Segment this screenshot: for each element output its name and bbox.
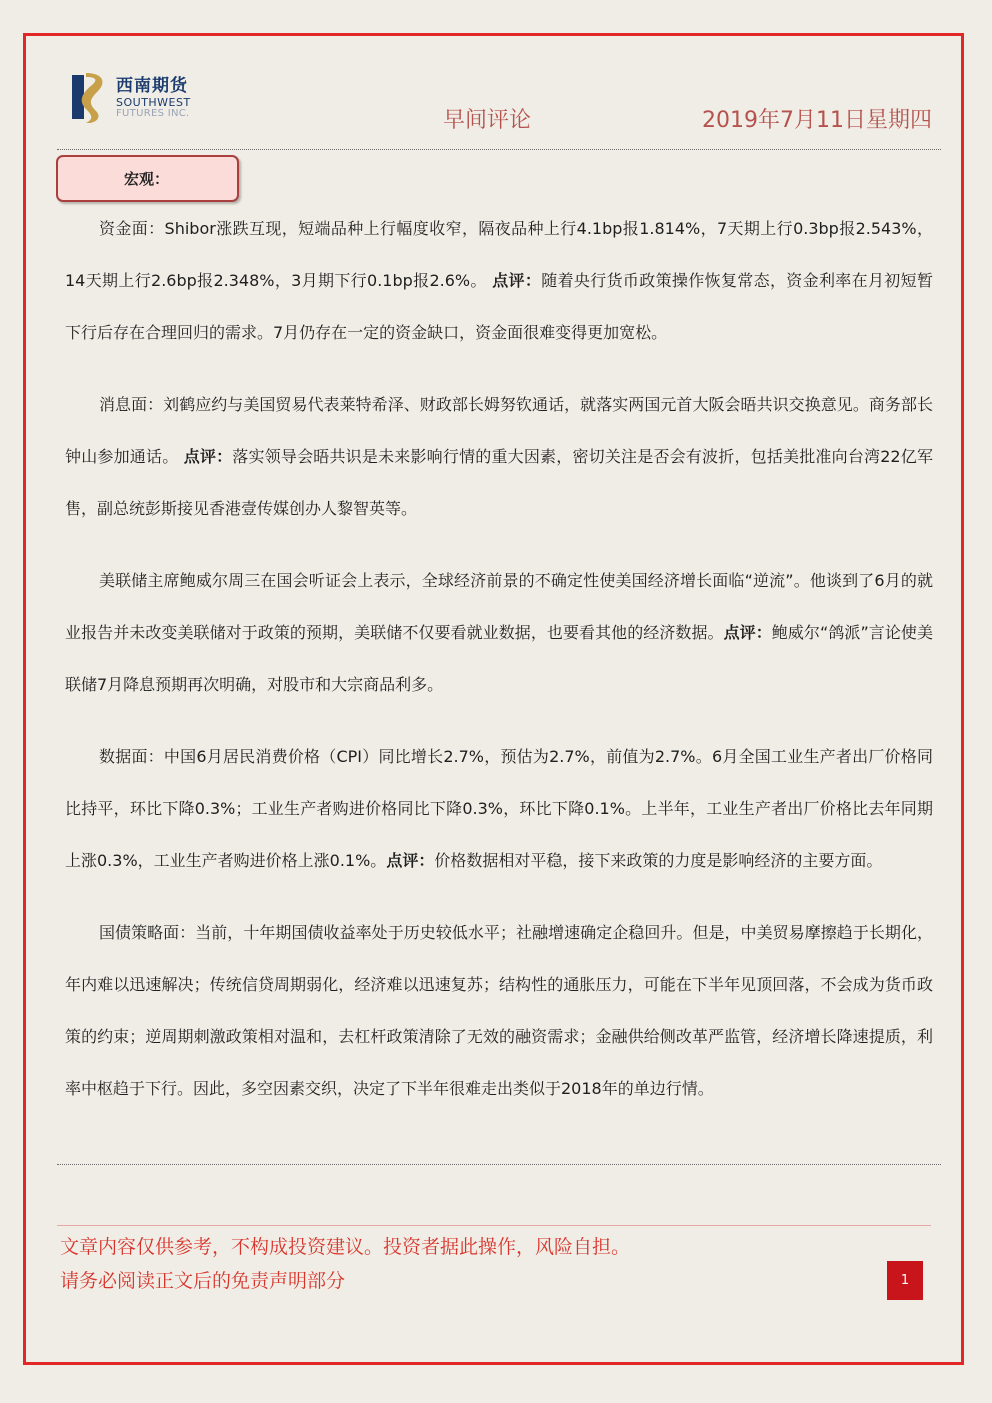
paragraph-text: 美联储主席鲍威尔周三在国会听证会上表示，全球经济前景的不确定性使美国经济增长面临“逆流”。他谈到了6月的就业报告并未改变美联储对于政策的预期，美联储不仅要看就业数据，也要看其他的经济数据。 [65,571,933,642]
logo-name-en: SOUTHWEST [116,95,191,109]
body-divider [57,1164,941,1165]
paragraph-funding [65,203,933,359]
disclaimer-line-1: 文章内容仅供参考，不构成投资建议。投资者据此操作，风险自担。 [60,1236,631,1258]
logo-name-en-sub: FUTURES INC. [116,107,190,119]
paragraph-text: 国债策略面：当前，十年期国债收益率处于历史较低水平；社融增速确定企稳回升。但是，中美贸易摩擦趋于长期化，年内难以迅速解决；传统信贷周期弱化，经济难以迅速复苏；结构性的通胀压力，可能在下半年见顶回落，不会成为货币政策的约束；逆周期刺激政策相对温和，去杠杆政策清除了无效的融资需求；金融供给侧改革严监管，经济增长降速提质，利率中枢趋于下行。因此，多空因素交织，决定了下半年很难走出类似于2018年的单边行情。 [65,923,933,1098]
comment-label: 点评： [492,271,542,290]
comment-label: 点评： [386,851,435,870]
article-body [65,203,933,1135]
comment-text: 价格数据相对平稳，接下来政策的力度是影响经济的主要方面。 [434,851,883,870]
comment-label: 点评： [723,623,772,642]
paragraph-text: 数据面：中国6月居民消费价格（CPI）同比增长2.7%，预估为2.7%，前值为2.7%。6月全国工业生产者出厂价格同比持平，环比下降0.3%；工业生产者购进价格同比下降0.3%，环比下降0.1%。上半年，工业生产者出厂价格比去年同期上涨0.3%，工业生产者购进价格上涨0.1%。 [65,747,933,870]
paragraph-bond-strategy [65,907,933,1115]
disclaimer-line-2: 请务必阅读正文后的免责声明部分 [60,1270,346,1292]
report-title: 早间评论 [443,108,532,133]
logo-mark-icon [70,71,110,125]
section-heading: 宏观： [124,170,170,188]
paragraph-text: 资金面：Shibor涨跌互现，短端品种上行幅度收窄，隔夜品种上行4.1bp报1.814%，7天期上行0.3bp报2.543%，14天期上行2.6bp报2.348%，3月期下行0.1bp报2.6%。 [65,219,933,290]
comment-text: 落实领导会晤共识是未来影响行情的重大因素，密切关注是否会有波折，包括美批准向台湾22亿军售，副总统彭斯接见香港壹传媒创办人黎智英等。 [65,447,933,518]
header-divider [57,149,941,150]
comment-text: 随着央行货币政策操作恢复常态，资金利率在月初短暂下行后存在合理回归的需求。7月仍存在一定的资金缺口，资金面很难变得更加宽松。 [65,271,933,342]
paragraph-fed [65,555,933,711]
comment-text: 鲍威尔“鸽派”言论使美联储7月降息预期再次明确，对股市和大宗商品利多。 [65,623,933,694]
page-number-badge: 1 [887,1261,923,1300]
paragraph-text: 消息面：刘鹤应约与美国贸易代表莱特希泽、财政部长姆努钦通话，就落实两国元首大阪会晤共识交换意见。商务部长钟山参加通话。 [65,395,933,466]
report-date: 2019年7月11日星期四 [702,108,932,133]
company-logo [70,70,210,126]
paragraph-data [65,731,933,887]
paragraph-news [65,379,933,535]
footer-divider [57,1225,931,1226]
logo-name-cn: 西南期货 [116,75,188,96]
section-heading-box [56,155,239,202]
comment-label: 点评： [183,447,233,466]
